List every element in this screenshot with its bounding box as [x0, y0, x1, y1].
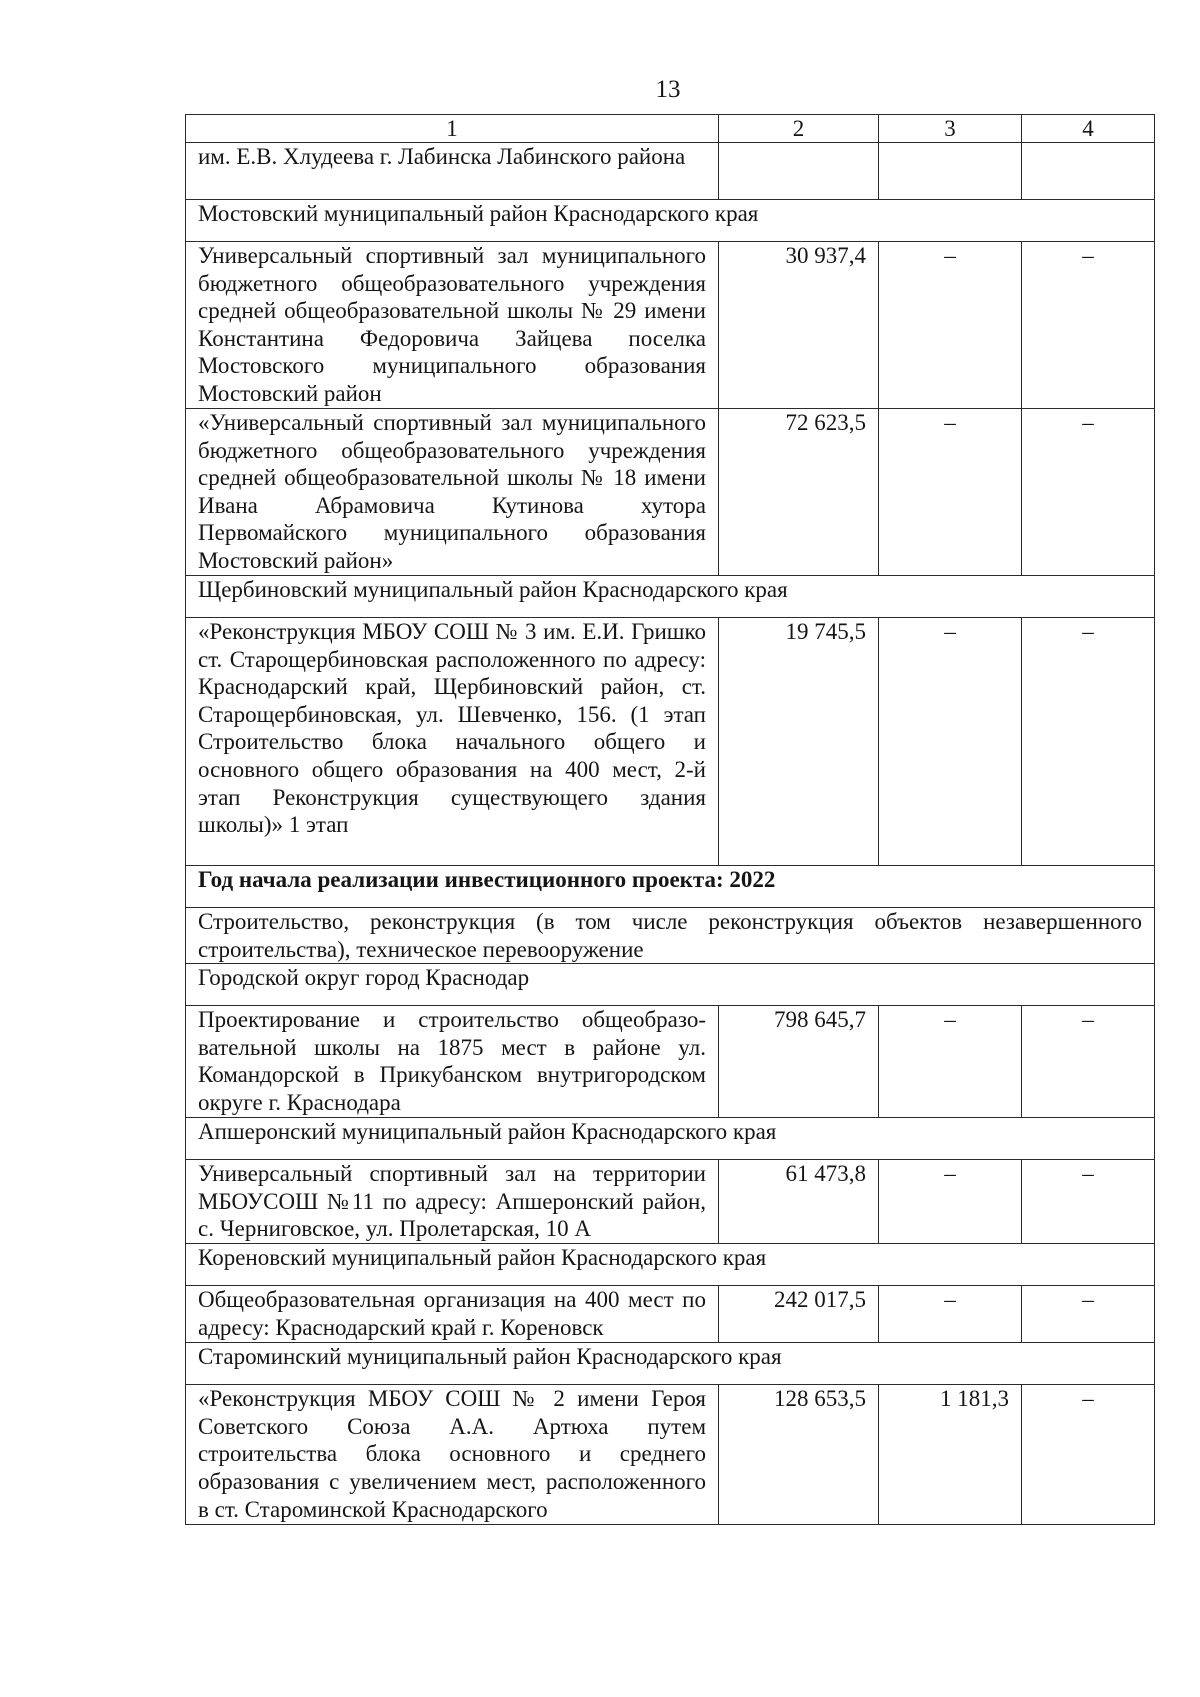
- table-row: [186, 1160, 1155, 1244]
- section-heading: Городской округ город Краснодар: [186, 964, 1155, 1006]
- value-col4: –: [1022, 1160, 1155, 1244]
- section-row: [186, 1343, 1155, 1385]
- value-col2: 72 623,5: [719, 409, 879, 576]
- value-cell: [719, 143, 879, 200]
- project-name: «Реконструкция МБОУ СОШ № 3 им. Е.И. Гришко ст. Старощербиновская расположенного по адресу: Краснодарский край, Щербиновский район, ст. Старощербиновская, ул. Шевченко, 156. (1 этап Строительство блока начального общего и основного общего образования на 400 мест, 2-й этап Реконструкция существующего здания школы)» 1 этап: [186, 618, 719, 866]
- header-col-4: 4: [1022, 115, 1155, 143]
- table-row: [186, 618, 1155, 866]
- investment-projects-table: [185, 114, 1155, 1525]
- value-col2: 19 745,5: [719, 618, 879, 866]
- value-col3: –: [879, 1006, 1022, 1118]
- section-heading: Мостовский муниципальный район Краснодарского края: [186, 200, 1155, 242]
- table-header-row: [186, 115, 1155, 143]
- table-row: [186, 1286, 1155, 1343]
- value-col3: –: [879, 1160, 1022, 1244]
- value-col2: 798 645,7: [719, 1006, 879, 1118]
- section-row: [186, 964, 1155, 1006]
- section-row: [186, 908, 1155, 964]
- section-heading: Щербиновский муниципальный район Краснодарского края: [186, 576, 1155, 618]
- project-name: им. Е.В. Хлудеева г. Лабинска Лабинского района: [186, 143, 719, 200]
- value-col2: 61 473,8: [719, 1160, 879, 1244]
- section-heading: Староминский муниципальный район Краснодарского края: [186, 1343, 1155, 1385]
- value-col2: 242 017,5: [719, 1286, 879, 1343]
- section-heading: Кореновский муниципальный район Краснодарского края: [186, 1244, 1155, 1286]
- project-name: «Реконструкция МБОУ СОШ № 2 имени Героя Советского Союза А.А. Артюха путем строительства блока основного и среднего образования с увеличением мест, расположенного в ст. Староминской Краснодарского: [186, 1385, 719, 1525]
- construction-kind-heading: Строительство, реконструкция (в том числе реконструкция объектов незавершенного строительства), техническое перевооружение: [186, 908, 1155, 964]
- year-heading: Год начала реализации инвестиционного проекта: 2022: [186, 866, 1155, 908]
- value-col3: –: [879, 242, 1022, 409]
- project-name: «Универсальный спортивный зал муниципального бюджетного общеобразовательного учреждения средней общеобразовательной школы № 18 имени Ивана Абрамовича Кутинова хутора Первомайского муниципального образования Мостовский район»: [186, 409, 719, 576]
- value-col4: –: [1022, 1286, 1155, 1343]
- value-col3: –: [879, 1286, 1022, 1343]
- table-row: [186, 242, 1155, 409]
- value-col3: –: [879, 409, 1022, 576]
- table-row: [186, 409, 1155, 576]
- header-col-3: 3: [879, 115, 1022, 143]
- header-col-1: 1: [186, 115, 719, 143]
- value-col2: 30 937,4: [719, 242, 879, 409]
- value-col4: –: [1022, 1006, 1155, 1118]
- section-row: [186, 1244, 1155, 1286]
- section-row: [186, 1118, 1155, 1160]
- value-col4: –: [1022, 242, 1155, 409]
- section-row: [186, 866, 1155, 908]
- section-row: [186, 200, 1155, 242]
- value-col4: –: [1022, 1385, 1155, 1525]
- section-heading: Апшеронский муниципальный район Краснодарского края: [186, 1118, 1155, 1160]
- project-name: Общеобразовательная организация на 400 мест по адресу: Краснодарский край г. Кореновск: [186, 1286, 719, 1343]
- header-col-2: 2: [719, 115, 879, 143]
- table-row: [186, 1385, 1155, 1525]
- value-col2: 128 653,5: [719, 1385, 879, 1525]
- value-col4: –: [1022, 618, 1155, 866]
- value-cell: [1022, 143, 1155, 200]
- value-col3: –: [879, 618, 1022, 866]
- table-row: [186, 1006, 1155, 1118]
- project-name: Универсальный спортивный зал муниципального бюджетного общеобразовательного учреждения средней общеобразовательной школы № 29 имени Константина Федоровича Зайцева поселка Мостовского муниципального образования Мостовский район: [186, 242, 719, 409]
- project-name: Универсальный спортивный зал на территории МБОУСОШ №11 по адресу: Апшеронский район, с. Черниговское, ул. Пролетарская, 10 А: [186, 1160, 719, 1244]
- value-col4: –: [1022, 409, 1155, 576]
- table-row: [186, 143, 1155, 200]
- value-cell: [879, 143, 1022, 200]
- project-name: Проектирование и строительство общеобразовательной школы на 1875 мест в районе ул. Командорской в Прикубанском внутригородском округе г. Краснодара: [186, 1006, 719, 1118]
- page-number: 13: [655, 76, 681, 103]
- section-row: [186, 576, 1155, 618]
- value-col3: 1 181,3: [879, 1385, 1022, 1525]
